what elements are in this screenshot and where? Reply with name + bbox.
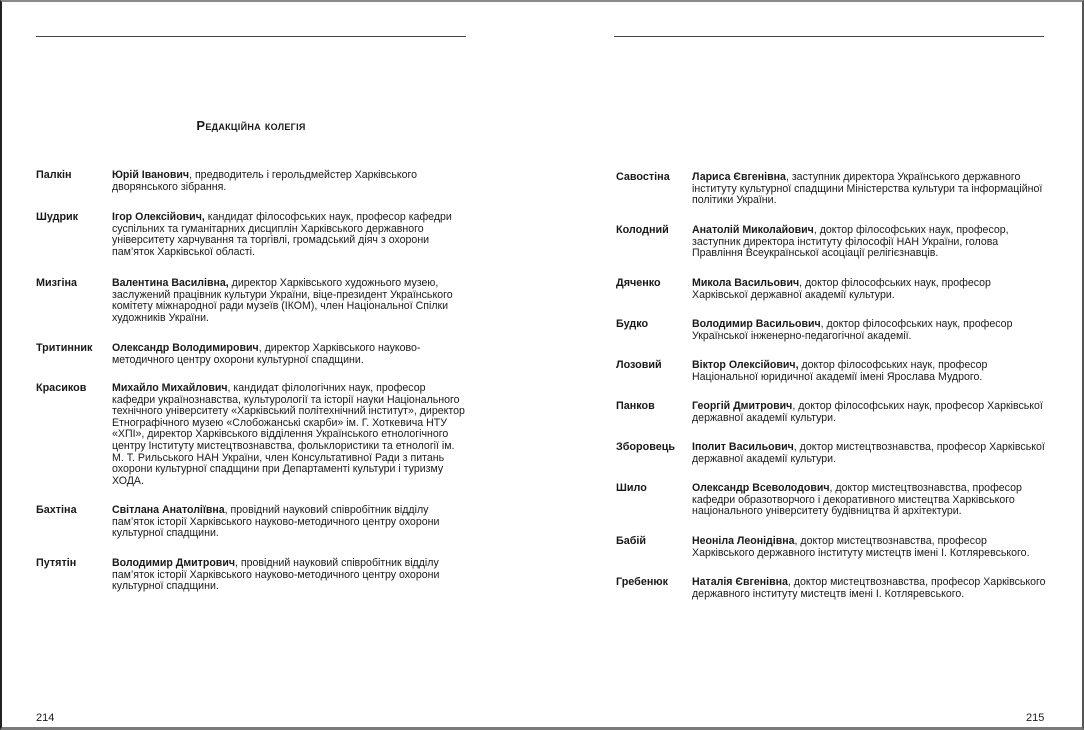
board-member-entry (36, 170, 467, 193)
header-rule-left (36, 36, 466, 37)
member-surname: Мизгіна (36, 277, 78, 289)
board-member-entry (616, 319, 1047, 342)
member-name: Георгій Дмитрович (692, 400, 793, 412)
member-description (692, 442, 1047, 465)
page-title: Редакційна колегія (196, 118, 306, 133)
member-role: , кандидат філологічних наук, професор кафедри українознавства, культурології та історії науки Національного технічного університету «Харківський політехнічний інститут», директор Етнографічного музею «Слобожанські скарби» ім. Г. Хоткевича НТУ «ХПІ», директор Харківського відділення Українського етнологічного центру Інституту мистецтвознавства, фольклористики та етнології ім. М. Т. Рильського НАН України, член Консультативної Ради з питань охорони культурної спадщини при Департаменті культури і туризму ХОДА. (112, 382, 465, 487)
member-description (112, 278, 467, 324)
member-surname: Дяченко (616, 277, 661, 289)
member-surname: Шудрик (36, 211, 79, 223)
member-name: Світлана Анатоліївна (112, 504, 225, 516)
board-member-entry (616, 442, 1047, 465)
member-name: Анатолій Миколайович (692, 224, 814, 236)
board-member-entry (616, 172, 1047, 207)
member-role: , доктор філософських наук, професор Української інженерно-педагогічної академії. (692, 318, 1013, 342)
member-role: , доктор мистецтвознавства, профeсор Харківського державного інституту мистецтв імені І. Котляревського. (692, 576, 1046, 600)
member-description (692, 319, 1047, 342)
member-name: Олександр Володимирович (112, 342, 259, 354)
member-surname: Гребенюк (616, 576, 668, 588)
member-name: Юрій Іванович (112, 169, 190, 181)
member-surname: Савостіна (616, 171, 670, 183)
board-member-entry (616, 536, 1047, 559)
member-description (692, 577, 1047, 600)
member-surname: Палкін (36, 169, 72, 181)
page-number-right: 215 (1026, 712, 1045, 724)
member-surname: Бабій (616, 535, 647, 547)
board-member-entry (616, 577, 1047, 600)
member-role: , доктор мистецтвознавства, професор Харківської державної академії культури. (692, 441, 1045, 465)
member-name: Валентина Василівна, (112, 277, 229, 289)
member-description (692, 401, 1047, 424)
member-description (692, 483, 1047, 518)
member-description (692, 225, 1047, 260)
page-number-left: 214 (36, 712, 55, 724)
member-name: Неоніла Леонідівна (692, 535, 795, 547)
member-surname: Путятін (36, 557, 77, 569)
member-role: , провідний науковий співробітник відділу пам’яток історії Харківського науково-методичного центру охорони культурної спадщини. (112, 557, 440, 593)
member-role: , предводитель і герольдмейстер Харківського дворянського зібрання. (112, 169, 418, 193)
member-surname: Панков (616, 400, 655, 412)
board-member-entry (616, 360, 1047, 383)
member-name: Олександр Всеволодович (692, 482, 830, 494)
board-member-entry (36, 212, 467, 258)
board-member-entry (616, 225, 1047, 260)
member-description (692, 536, 1047, 559)
member-surname: Бахтіна (36, 504, 77, 516)
member-name: Наталія Євгенівна (692, 576, 788, 588)
member-name: Володимир Васильович (692, 318, 821, 330)
member-name: Микола Васильович (692, 277, 800, 289)
member-surname: Колодний (616, 224, 669, 236)
board-member-entry (36, 383, 467, 487)
member-role: , директор Харківського науково-методичного центру охорони культурної спадщини. (112, 342, 421, 366)
member-description (692, 278, 1047, 301)
member-description (112, 505, 467, 540)
board-member-entry (616, 401, 1047, 424)
board-member-entry (616, 278, 1047, 301)
member-description (112, 212, 467, 258)
member-role: , доктор мистецтвознавства, професор кафедри образотворчого і декоративного мистецтва Харківського національного університету будівництва й архітектури. (692, 482, 1022, 518)
member-name: Лариса Євгенівна (692, 171, 786, 183)
member-role: , доктор мистецтвознавства, професор Харківського державного інституту мистецтв імені І. Котляревського. (692, 535, 1030, 559)
member-name: Михайло Михайлович (112, 382, 228, 394)
header-rule-right (614, 36, 1044, 37)
member-role: кандидат філософських наук, професор кафедри суспільних та гуманітарних дисциплін Харківського державного університету харчування та торгівлі, громадський діяч з охорони пам’яток Харківської області. (112, 211, 452, 258)
member-description (112, 343, 467, 366)
member-description (112, 558, 467, 593)
member-role: , заступник директора Українського державного інституту культурної спадщини Міністерства культури та інформаційної політики України. (692, 171, 1043, 207)
member-role: , доктор філософських наук, професор, заступник директора інституту філософії НАН України, голова Правління Всеукраїнської асоціації релігієзнавців. (692, 224, 1009, 260)
member-surname: Зборовець (616, 441, 675, 453)
member-description (112, 170, 467, 193)
member-role: , доктор філософських наук, професор Харківської державної академії культури. (692, 400, 1043, 424)
member-role: , провідний науковий співробітник відділу пам’яток історії Харківського науково-методичного центру охорони культурної спадщини. (112, 504, 440, 540)
member-surname: Лозовий (616, 359, 662, 371)
member-surname: Красиков (36, 382, 87, 394)
member-description (692, 360, 1047, 383)
member-name: Іполит Васильович (692, 441, 794, 453)
member-surname: Шило (616, 482, 647, 494)
member-name: Віктор Олексійович, (692, 359, 799, 371)
member-role: директор Харківського художнього музею, заслужений працівник культури України, віце-президент Українського комітету міжнародної ради музеїв (ІКОМ), член Національної Спілки художників України. (112, 277, 453, 324)
board-member-entry (36, 278, 467, 324)
member-surname: Будко (616, 318, 649, 330)
board-member-entry (36, 558, 467, 593)
board-member-entry (36, 505, 467, 540)
member-name: Ігор Олексійович, (112, 211, 205, 223)
member-role: доктор філософських наук, професор Національної юридичної академії імені Ярослава Мудрого. (692, 359, 988, 383)
member-name: Володимир Дмитрович (112, 557, 235, 569)
member-description (692, 172, 1047, 207)
board-member-entry (616, 483, 1047, 518)
member-description (112, 383, 467, 487)
board-member-entry (36, 343, 467, 366)
member-role: , доктор філософських наук, професор Харківської державної академії культури. (692, 277, 991, 301)
member-surname: Тритинник (36, 342, 93, 354)
